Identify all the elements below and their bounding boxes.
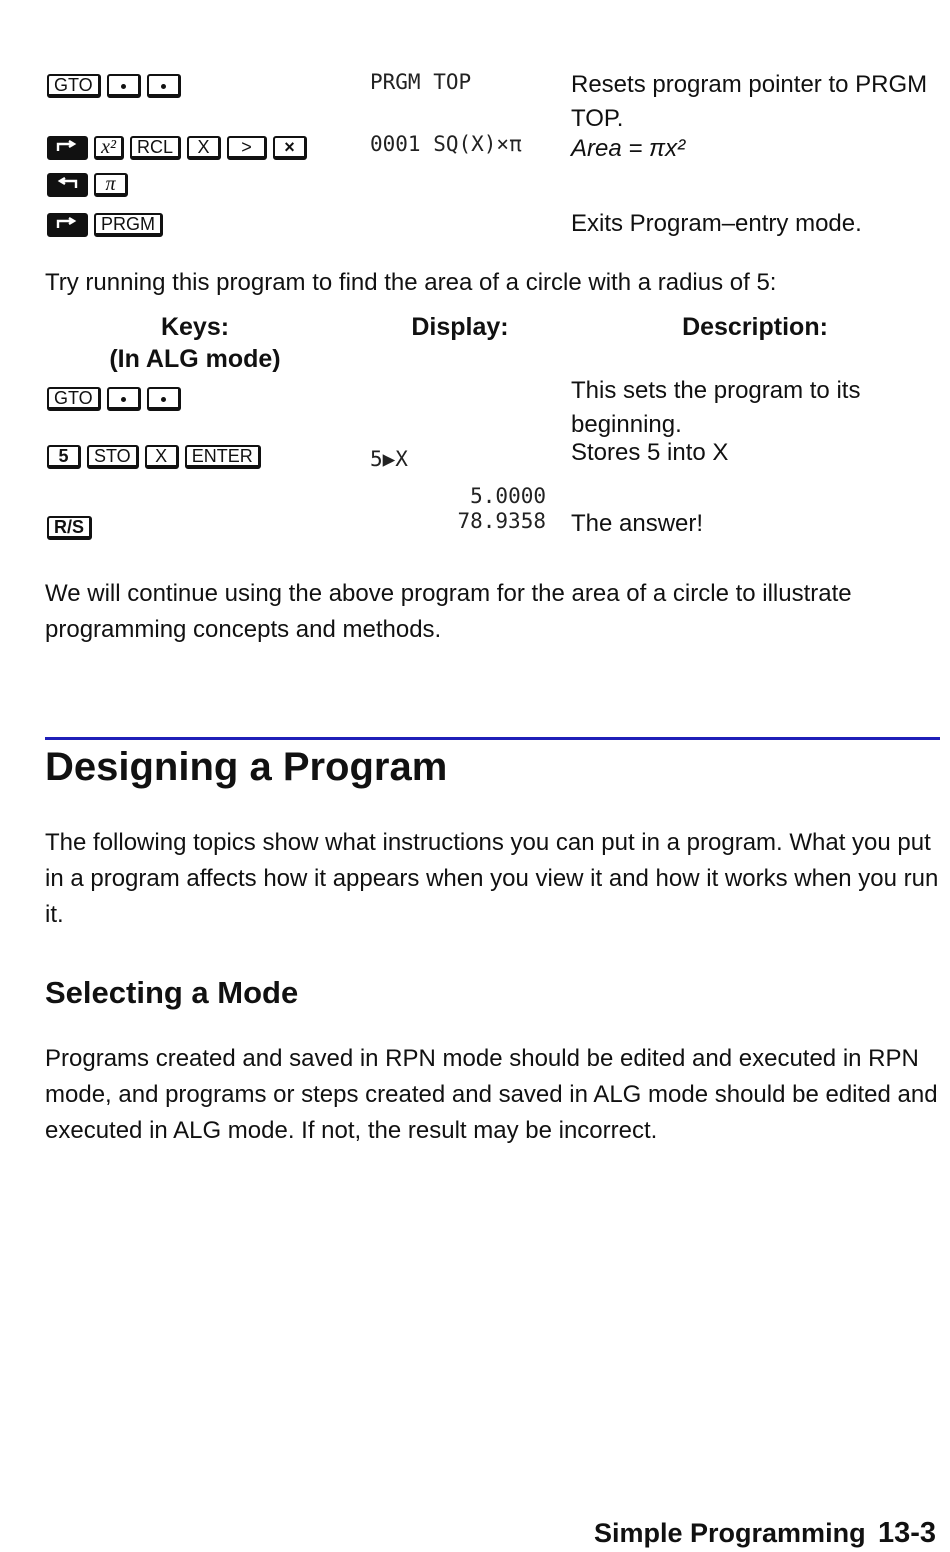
rcl-key[interactable]: RCL [130,136,181,160]
dot-icon [161,397,166,402]
display-answer: 78.9358 [457,509,546,533]
keys-row-3 [47,213,169,237]
subsection-title: Selecting a Mode [45,975,299,1010]
subsection-paragraph: Programs created and saved in RPN mode should be edited and executed in RPN mode, and programs or steps created and saved in ALG mode should be edited and executed in ALG mode. If not, the result may be incorrect. [45,1045,938,1144]
footer-chapter: Simple Programming [594,1518,866,1548]
footer-page-number: 13-3 [878,1517,937,1549]
dot-key[interactable] [147,74,181,98]
keys-row-2b [47,173,134,197]
description-resets: Resets program pointer to PRGM TOP. [571,71,928,132]
right-shift-key[interactable] [47,136,88,160]
description-stores: Stores 5 into X [571,439,729,466]
run-stop-key[interactable]: R/S [47,516,92,540]
header-keys [60,311,330,375]
header-display: Display: [411,313,509,341]
enter-key[interactable]: ENTER [185,445,261,469]
prgm-key[interactable]: PRGM [94,213,163,237]
pi-key[interactable]: π [94,173,128,197]
left-shift-icon [54,177,80,191]
display-sq-x-pi: 0001 SQ(X)×π [370,132,522,156]
dot-icon [161,84,166,89]
continue-paragraph: We will continue using the above program for the area of a circle to illustrate programming concepts and methods. [45,580,852,643]
display-prgm-top: PRGM TOP [370,70,472,94]
intro-paragraph: Try running this program to find the area of a circle with a radius of 5: [45,269,777,296]
x-variable-key[interactable]: X [145,445,179,469]
section-title: Designing a Program [45,745,448,789]
dot-icon [121,397,126,402]
dot-key[interactable] [147,387,181,411]
description-sets-program: This sets the program to its beginning. [571,377,861,438]
description-exits: Exits Program–entry mode. [571,210,862,237]
sto-key[interactable]: STO [87,445,139,469]
dot-key[interactable] [107,74,141,98]
keys-row-1 [47,74,187,98]
greater-than-key[interactable]: > [227,136,267,160]
x-variable-key[interactable]: X [187,136,221,160]
display-five: 5.0000 [470,484,546,508]
section-paragraph: The following topics show what instructions you can put in a program. What you put in a program affects how it appears when you view it and how it works when you run it. [45,829,939,928]
right-shift-key[interactable] [47,213,88,237]
right-shift-icon [54,140,80,154]
dot-key[interactable] [107,387,141,411]
keys-row-2 [47,136,313,160]
description-area-formula: Area = πx² [571,135,686,162]
multiply-key[interactable]: × [273,136,307,160]
left-shift-key[interactable] [47,173,88,197]
header-keys-sub: (In ALG mode) [109,345,281,373]
gto-key[interactable]: GTO [47,74,101,98]
section-rule [45,737,940,740]
example-keys-row-3 [47,516,98,540]
display-store-x: 5▶X [370,447,408,471]
dot-icon [121,84,126,89]
right-shift-icon [54,217,80,231]
description-answer: The answer! [571,510,704,537]
gto-key[interactable]: GTO [47,387,101,411]
header-description: Description: [682,313,828,341]
example-keys-row-2 [47,445,267,469]
x-squared-key[interactable]: x² [94,136,124,160]
header-keys-label: Keys: [160,313,230,341]
example-keys-row-1 [47,387,187,411]
five-key[interactable]: 5 [47,445,81,469]
